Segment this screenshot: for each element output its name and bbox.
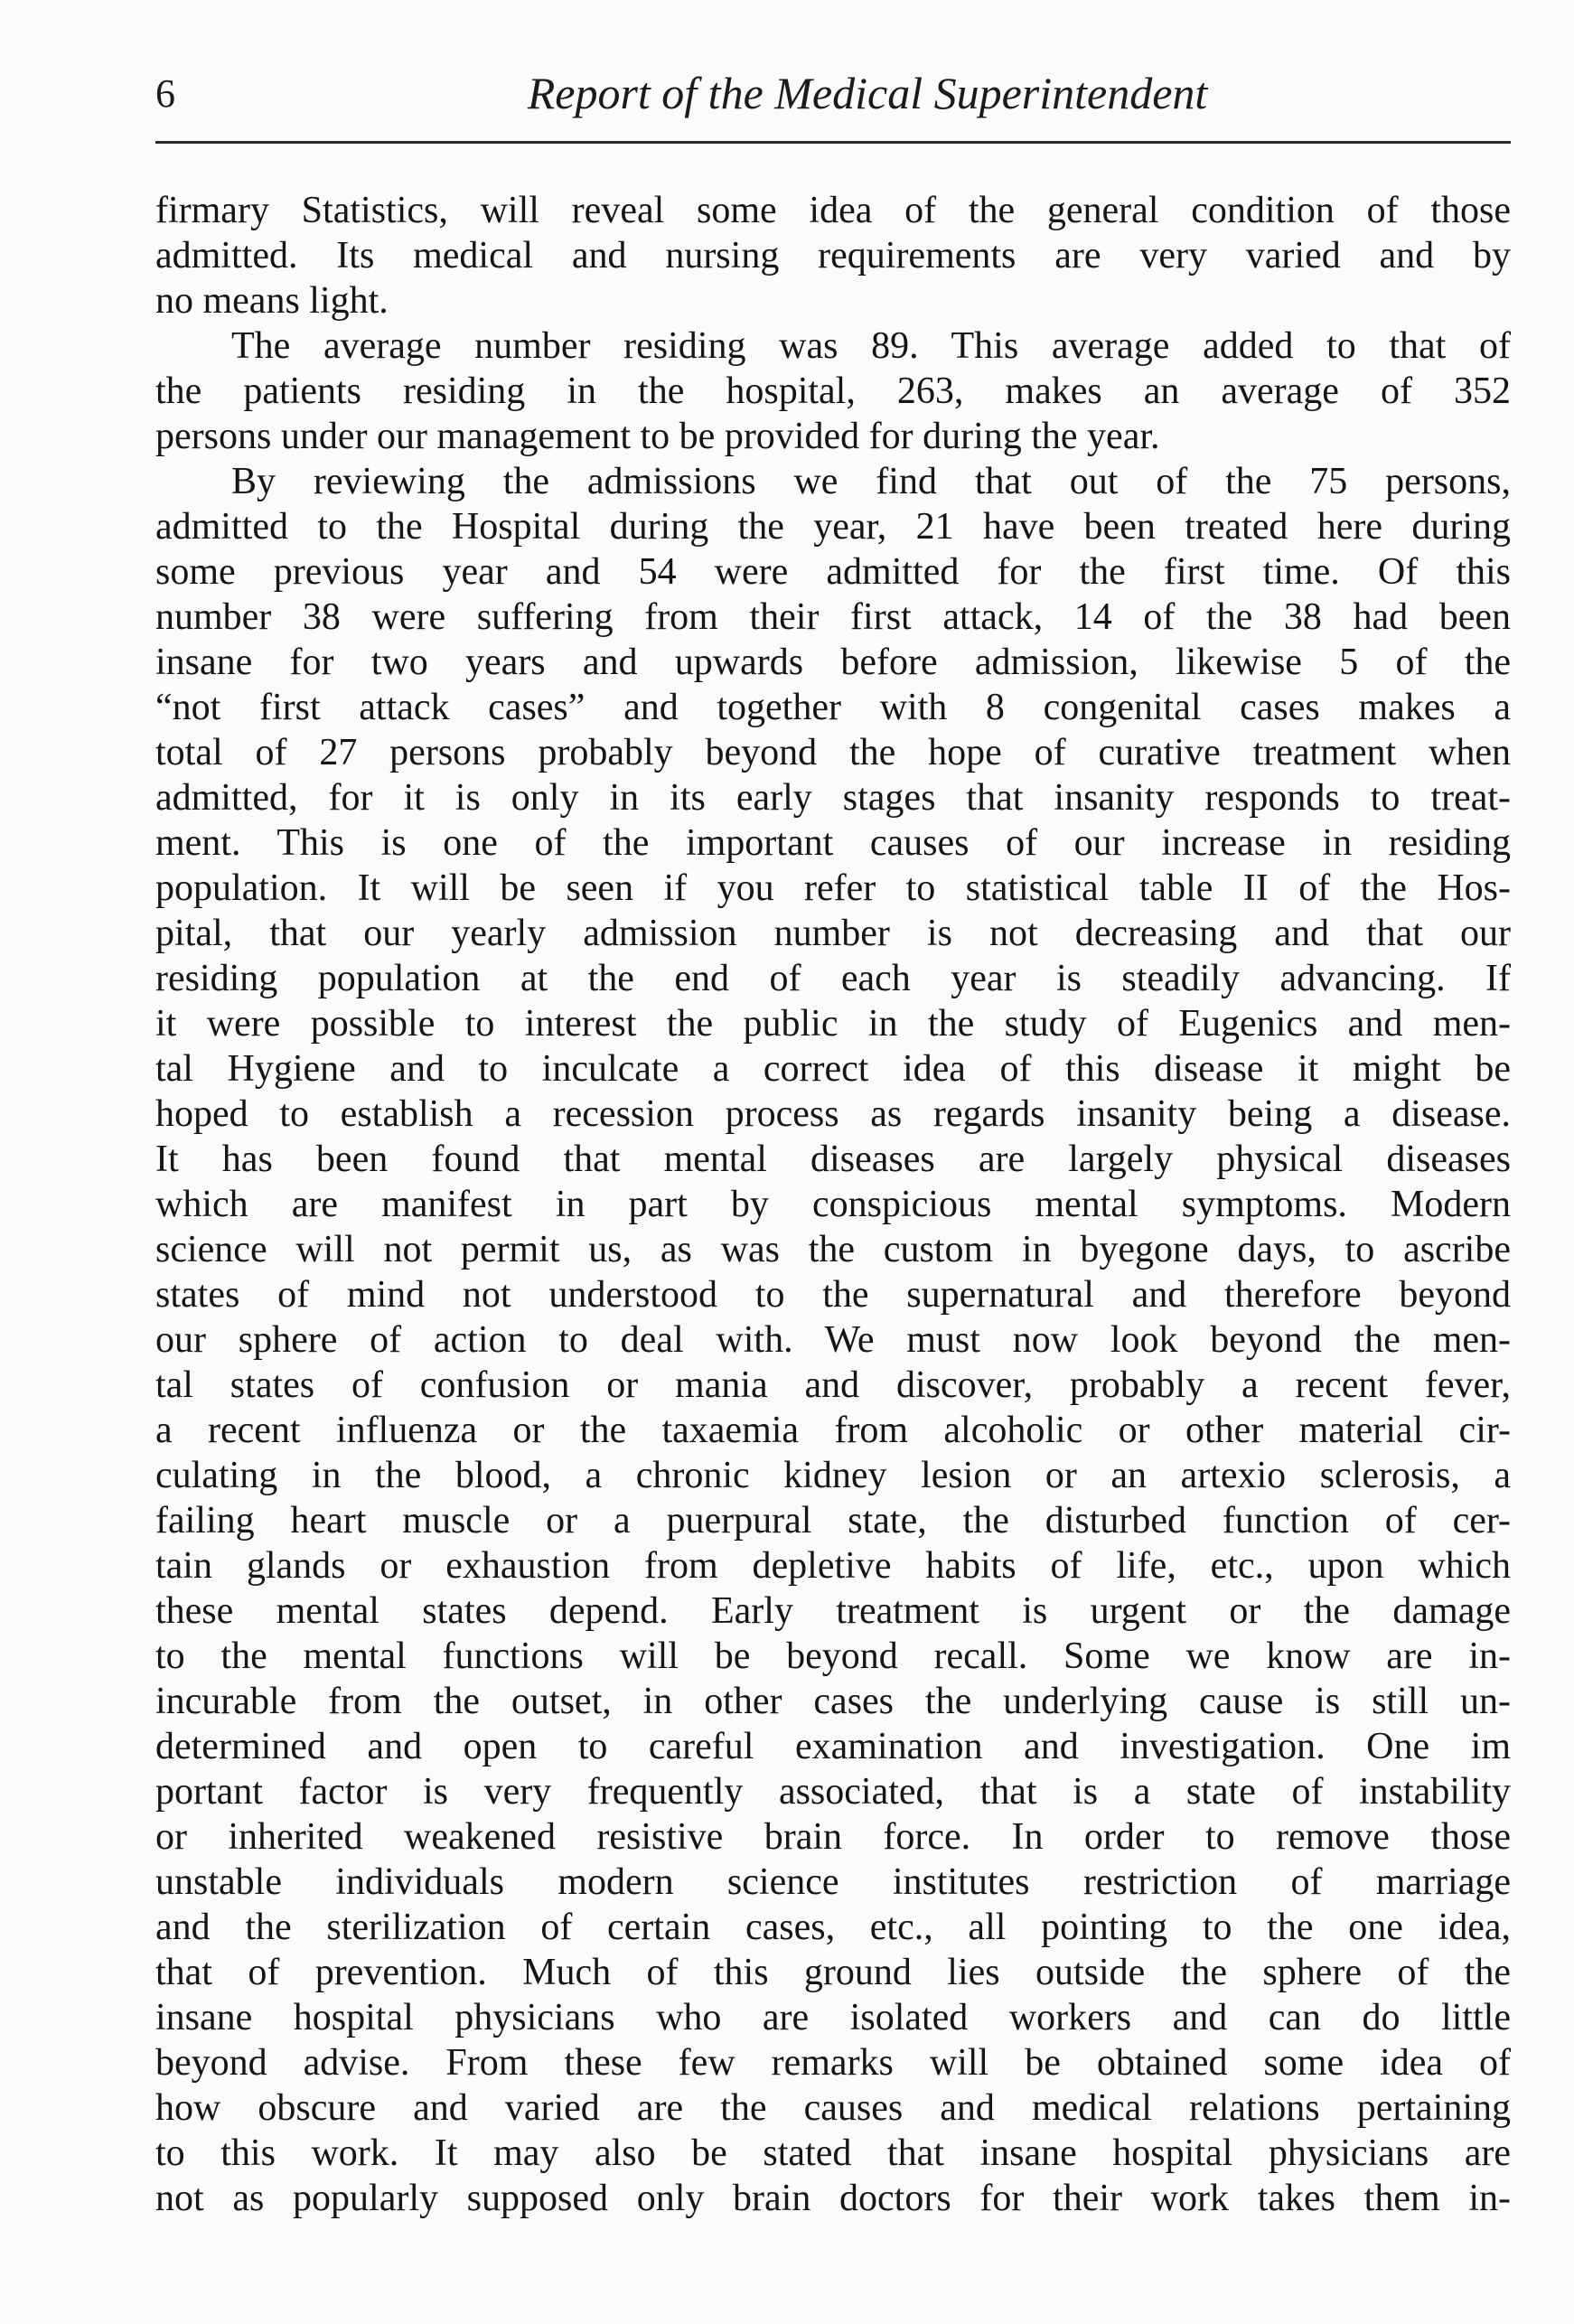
text-line: admitted, for it is only in its early stages that insanity responds to treat- <box>155 777 1511 819</box>
text-line: a recent influenza or the taxaemia from alcoholic or other material cir- <box>155 1410 1511 1451</box>
text-line: not as popularly supposed only brain doctors for their work takes them in- <box>155 2178 1511 2219</box>
text-line: admitted. Its medical and nursing requirements are very varied and by <box>155 235 1511 276</box>
running-head: Report of the Medical Superintendent <box>527 68 1208 118</box>
text-line: some previous year and 54 were admitted for the first time. Of this <box>155 551 1511 593</box>
text-line: unstable individuals modern science institutes restriction of marriage <box>155 1861 1511 1903</box>
text-line: these mental states depend. Early treatment is urgent or the damage <box>155 1590 1511 1632</box>
text-line: number 38 were suffering from their first attack, 14 of the 38 had been <box>155 596 1511 638</box>
paragraph <box>155 188 1511 323</box>
text-line: no means light. <box>155 280 389 322</box>
text-line: portant factor is very frequently associated, that is a state of instability <box>155 1771 1511 1813</box>
text-line: persons under our management to be provided for during the year. <box>155 416 1160 457</box>
text-line: It has been found that mental diseases are largely physical diseases <box>155 1139 1511 1180</box>
paragraph <box>155 323 1511 459</box>
header-rule <box>155 141 1511 144</box>
text-line: population. It will be seen if you refer to statistical table II of the Hos- <box>155 867 1511 909</box>
text-line: insane for two years and upwards before admission, likewise 5 of the <box>155 642 1511 683</box>
text-line: the patients residing in the hospital, 263, makes an average of 352 <box>155 370 1511 412</box>
page-number: 6 <box>155 71 175 116</box>
text-line: tain glands or exhaustion from depletive habits of life, etc., upon which <box>155 1545 1511 1587</box>
text-line: firmary Statistics, will reveal some idea of the general condition of those <box>155 190 1511 231</box>
text-line: and the sterilization of certain cases, etc., all pointing to the one idea, <box>155 1907 1511 1948</box>
text-line: incurable from the outset, in other cases the underlying cause is still un- <box>155 1681 1511 1722</box>
text-line: residing population at the end of each year is steadily advancing. If <box>155 958 1511 999</box>
text-line: ment. This is one of the important causes of our increase in residing <box>155 822 1511 864</box>
text-line: failing heart muscle or a puerpural state, the disturbed function of cer- <box>155 1500 1511 1542</box>
text-line: science will not permit us, as was the custom in byegone days, to ascribe <box>155 1229 1511 1270</box>
text-line: that of prevention. Much of this ground lies outside the sphere of the <box>155 1952 1511 1993</box>
text-line: tal Hygiene and to inculcate a correct idea of this disease it might be <box>155 1048 1511 1090</box>
text-line: states of mind not understood to the supernatural and therefore beyond <box>155 1274 1511 1316</box>
text-line: our sphere of action to deal with. We must now look beyond the men- <box>155 1319 1511 1361</box>
text-line: beyond advise. From these few remarks will be obtained some idea of <box>155 2042 1511 2084</box>
text-line: it were possible to interest the public in the study of Eugenics and men- <box>155 1003 1511 1045</box>
text-line: “not first attack cases” and together with 8 congenital cases makes a <box>155 687 1511 728</box>
text-line: how obscure and varied are the causes and medical relations pertaining <box>155 2087 1511 2129</box>
text-line: insane hospital physicians who are isolated workers and can do little <box>155 1997 1511 2038</box>
text-line: By reviewing the admissions we find that out of the 75 persons, <box>231 461 1511 502</box>
text-line: The average number residing was 89. This average added to that of <box>231 325 1511 367</box>
text-line: hoped to establish a recession process as regards insanity being a disease. <box>155 1093 1511 1135</box>
text-line: culating in the blood, a chronic kidney lesion or an artexio sclerosis, a <box>155 1455 1511 1496</box>
paragraph <box>155 459 1511 2221</box>
text-line: determined and open to careful examination and investigation. One im <box>155 1726 1511 1767</box>
text-line: or inherited weakened resistive brain force. In order to remove those <box>155 1816 1511 1858</box>
text-line: pital, that our yearly admission number is not decreasing and that our <box>155 913 1511 954</box>
text-line: admitted to the Hospital during the year, 21 have been treated here during <box>155 506 1511 548</box>
text-line: tal states of confusion or mania and discover, probably a recent fever, <box>155 1364 1511 1406</box>
text-line: total of 27 persons probably beyond the hope of curative treatment when <box>155 732 1511 773</box>
body-text <box>155 188 1511 2221</box>
text-line: to the mental functions will be beyond recall. Some we know are in- <box>155 1635 1511 1677</box>
text-line: which are manifest in part by conspicious mental symptoms. Modern <box>155 1184 1511 1225</box>
text-line: to this work. It may also be stated that insane hospital physicians are <box>155 2132 1511 2174</box>
